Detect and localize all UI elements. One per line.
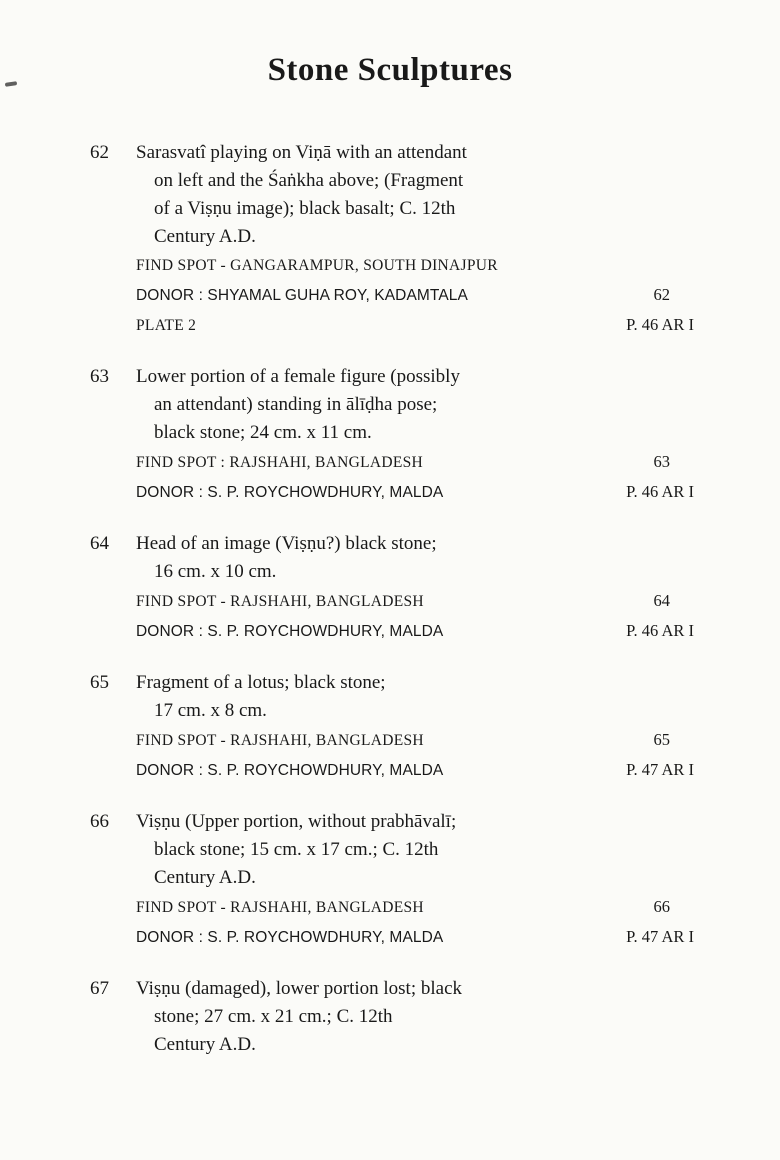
description-line: of a Viṣṇu image); black basalt; C. 12th	[154, 198, 456, 219]
meta-row	[136, 280, 694, 310]
description-line: Viṣṇu (damaged), lower portion lost; black	[136, 978, 463, 999]
catalog-entries	[0, 139, 780, 1059]
description-line: 16 cm. x 10 cm.	[154, 561, 277, 582]
entry-ref-number: 64	[653, 591, 670, 610]
description-line: Head of an image (Viṣṇu?) black stone;	[136, 533, 437, 554]
entry-number: 64	[90, 533, 109, 554]
entry-description	[136, 975, 694, 1059]
donor-label: DONOR : S. P. ROYCHOWDHURY, MALDA	[136, 623, 444, 640]
description-line: Sarasvatî playing on Viṇā with an attendant	[136, 142, 467, 163]
meta-row	[136, 310, 694, 340]
entry-number: 62	[90, 142, 109, 163]
entry-ref-number: 66	[653, 897, 670, 916]
entry-ref-number: 62	[653, 285, 670, 304]
entry-body	[136, 363, 694, 507]
description-line: an attendant) standing in ālīḍha pose;	[154, 394, 438, 415]
entry-meta	[136, 586, 694, 646]
catalog-entry	[90, 808, 694, 952]
meta-row	[136, 725, 694, 755]
meta-row	[136, 586, 694, 616]
findspot-label: FIND SPOT - RAJSHAHI, BANGLADESH	[136, 593, 424, 610]
catalog-entry	[90, 139, 694, 340]
entry-meta	[136, 725, 694, 785]
description-line: Century A.D.	[154, 867, 256, 888]
page-ref: P. 46 AR I	[626, 621, 694, 640]
donor-label: DONOR : S. P. ROYCHOWDHURY, MALDA	[136, 929, 444, 946]
meta-row	[136, 892, 694, 922]
entry-body	[136, 975, 694, 1059]
catalog-entry	[90, 975, 694, 1059]
entry-number: 65	[90, 672, 109, 693]
entry-body	[136, 669, 694, 785]
description-line: Viṣṇu (Upper portion, without prabhāvalī;	[136, 811, 457, 832]
description-line: on left and the Śaṅkha above; (Fragment	[154, 170, 464, 191]
description-line: black stone; 24 cm. x 11 cm.	[154, 422, 372, 443]
description-line: Fragment of a lotus; black stone;	[136, 672, 386, 693]
meta-row	[136, 477, 694, 507]
entry-body	[136, 530, 694, 646]
plate-label: PLATE 2	[136, 317, 197, 334]
entry-meta	[136, 892, 694, 952]
entry-number: 66	[90, 811, 109, 832]
catalog-entry	[90, 530, 694, 646]
description-line: Century A.D.	[154, 226, 256, 247]
entry-description	[136, 669, 694, 725]
meta-row	[136, 922, 694, 952]
meta-row	[136, 447, 694, 477]
entry-number: 67	[90, 978, 109, 999]
page-ref: P. 46 AR I	[626, 315, 694, 334]
entry-meta	[136, 251, 694, 340]
entry-description	[136, 530, 694, 586]
meta-row	[136, 616, 694, 646]
catalog-entry	[90, 669, 694, 785]
meta-row	[136, 755, 694, 785]
donor-label: DONOR : SHYAMAL GUHA ROY, KADAMTALA	[136, 287, 468, 304]
meta-row	[136, 251, 694, 280]
entry-body	[136, 808, 694, 952]
findspot-label: FIND SPOT : RAJSHAHI, BANGLADESH	[136, 454, 424, 471]
entry-body	[136, 139, 694, 340]
page-ref: P. 46 AR I	[626, 482, 694, 501]
entry-ref-number: 63	[653, 452, 670, 471]
entry-ref-number: 65	[653, 730, 670, 749]
donor-label: DONOR : S. P. ROYCHOWDHURY, MALDA	[136, 484, 444, 501]
page-title: Stone Sculptures	[267, 52, 513, 88]
findspot-label: FIND SPOT - GANGARAMPUR, SOUTH DINAJPUR	[136, 257, 498, 274]
findspot-label: FIND SPOT - RAJSHAHI, BANGLADESH	[136, 899, 424, 916]
entry-description	[136, 363, 694, 447]
entry-meta	[136, 447, 694, 507]
description-line: stone; 27 cm. x 21 cm.; C. 12th	[154, 1006, 393, 1027]
entry-number: 63	[90, 366, 109, 387]
findspot-label: FIND SPOT - RAJSHAHI, BANGLADESH	[136, 732, 424, 749]
entry-description	[136, 808, 694, 892]
donor-label: DONOR : S. P. ROYCHOWDHURY, MALDA	[136, 762, 444, 779]
catalog-entry	[90, 363, 694, 507]
entry-description	[136, 139, 694, 251]
page-ref: P. 47 AR I	[626, 760, 694, 779]
description-line: Century A.D.	[154, 1034, 256, 1055]
description-line: black stone; 15 cm. x 17 cm.; C. 12th	[154, 839, 439, 860]
description-line: Lower portion of a female figure (possibly	[136, 366, 460, 387]
page-ref: P. 47 AR I	[626, 927, 694, 946]
description-line: 17 cm. x 8 cm.	[154, 700, 267, 721]
